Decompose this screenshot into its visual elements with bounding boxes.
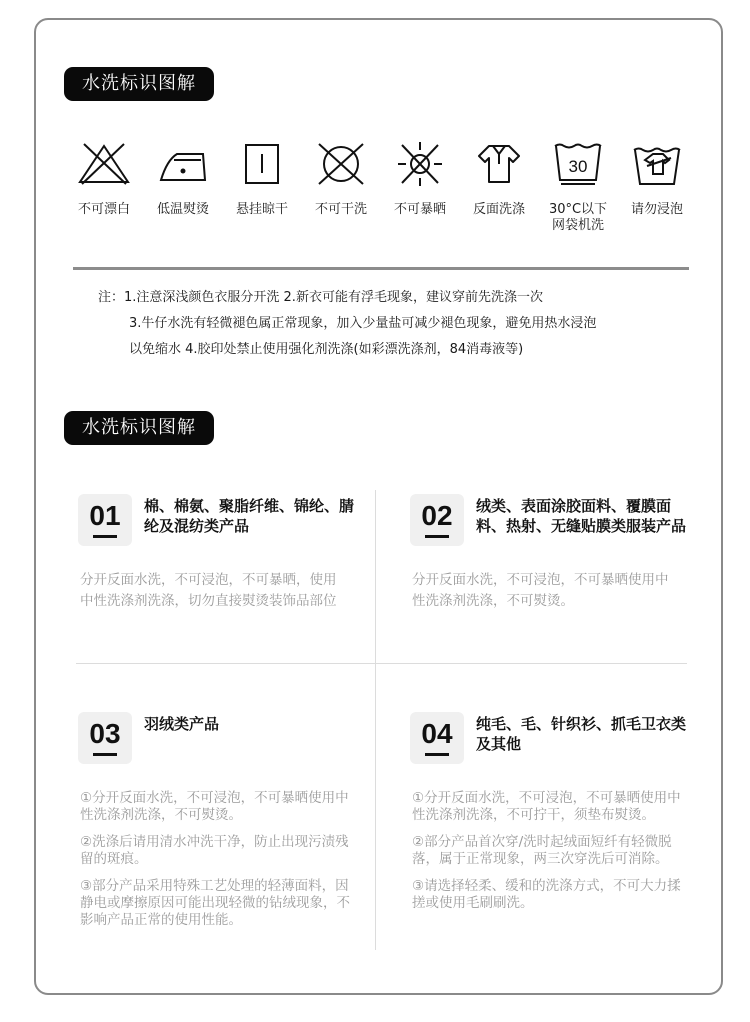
- no-dry-clean-icon: [313, 140, 369, 188]
- item-body-paragraph: ②洗涤后请用清水冲洗干净，防止出现污渍残留的斑痕。: [80, 834, 349, 867]
- line-dry-shade-icon: [234, 140, 290, 188]
- symbol-label: 请勿浸泡: [630, 202, 683, 217]
- symbol-wash-inside-out: [459, 140, 539, 218]
- care-notes: [98, 285, 698, 363]
- symbol-label: 悬挂晾干: [235, 202, 288, 217]
- machine-wash-30-icon: [550, 140, 606, 188]
- item-body-paragraph: ①分开反面水洗，不可浸泡，不可暴晒使用中性洗涤剂洗涤，不可拧干，须垫布熨烫。: [412, 790, 681, 823]
- wash-temperature: 30: [568, 157, 588, 176]
- divider: [73, 267, 689, 270]
- grid-divider-horizontal: [76, 663, 687, 664]
- item-body-paragraph: ①分开反面水洗，不可浸泡，不可暴晒使用中性洗涤剂洗涤，不可熨烫。: [80, 790, 349, 823]
- symbol-label: 不可漂白: [77, 202, 130, 217]
- item-number: 01: [78, 494, 132, 546]
- wash-inside-out-icon: [471, 140, 527, 188]
- item-body: [80, 570, 348, 618]
- item-body-paragraph: ③请选择轻柔、缓和的洗涤方式，不可大力揉搓或使用毛刷刷洗。: [412, 878, 681, 911]
- item-number: 03: [78, 712, 132, 764]
- wash-symbols-row: [0, 140, 750, 250]
- note-line-3: 以免缩水 4.胶印处禁止使用强化剂洗涤(如彩漂洗涤剂，84消毒液等): [129, 342, 524, 357]
- symbol-label: 低温熨烫: [156, 202, 209, 217]
- item-body: [412, 790, 688, 922]
- note-line-2: 3.牛仔水洗有轻微褪色属正常现象，加入少量盐可减少褪色现象，避免用热水浸泡: [129, 316, 597, 331]
- item-body: [80, 790, 356, 939]
- item-title: 纯毛、毛、针织衫、抓毛卫衣类及其他: [476, 715, 687, 753]
- symbol-label: 反面洗涤: [472, 202, 525, 217]
- symbol-low-iron: [143, 140, 223, 218]
- symbol-label: 不可暴晒: [393, 202, 446, 217]
- item-title: 棉、棉氨、聚脂纤维、锦纶、腈纶及混纺类产品: [144, 497, 355, 535]
- symbol-machine-wash-30: [538, 140, 618, 234]
- item-body-paragraph: 分开反面水洗，不可浸泡，不可暴晒，使用中性洗涤剂洗涤，切勿直接熨烫装饰品部位: [80, 572, 337, 609]
- no-soak-icon: [629, 140, 685, 188]
- item-body-paragraph: ③部分产品采用特殊工艺处理的轻薄面料，因静电或摩擦原因可能出现轻微的钻绒现象，不影响产品正常的使用性能。: [80, 878, 350, 928]
- item-body: [412, 570, 674, 618]
- no-bleach-icon: [76, 140, 132, 188]
- section-title-wash-symbols: 水洗标识图解: [64, 67, 214, 101]
- section-title-care-guide: 水洗标识图解: [64, 411, 214, 445]
- symbol-label: 不可干洗: [314, 202, 367, 217]
- symbol-no-soak: [617, 140, 697, 218]
- low-iron-icon: [155, 140, 211, 188]
- item-title: 羽绒类产品: [144, 715, 220, 733]
- symbol-no-dry-clean: [301, 140, 381, 218]
- symbol-line-dry: [222, 140, 302, 218]
- no-sun-dry-icon: [392, 140, 448, 188]
- grid-divider-vertical: [375, 490, 376, 950]
- care-guide-grid: [76, 490, 687, 950]
- item-title: 绒类、表面涂胶面料、覆膜面料、热射、无缝贴膜类服装产品: [476, 497, 687, 535]
- symbol-label: 30°C以下: [548, 202, 608, 217]
- symbol-no-sun-dry: [380, 140, 460, 218]
- symbol-label-line2: 网袋机洗: [551, 218, 604, 233]
- item-body-paragraph: ②部分产品首次穿/洗时起绒面短纤有轻微脱落，属于正常现象，两三次穿洗后可消除。: [412, 834, 672, 867]
- note-line-1: 注：1.注意深浅颜色衣服分开洗 2.新衣可能有浮毛现象，建议穿前先洗涤一次: [98, 290, 543, 305]
- symbol-no-bleach: [64, 140, 144, 218]
- item-body-paragraph: 分开反面水洗，不可浸泡，不可暴晒使用中性洗涤剂洗涤，不可熨烫。: [412, 572, 669, 609]
- item-number: 04: [410, 712, 464, 764]
- item-number: 02: [410, 494, 464, 546]
